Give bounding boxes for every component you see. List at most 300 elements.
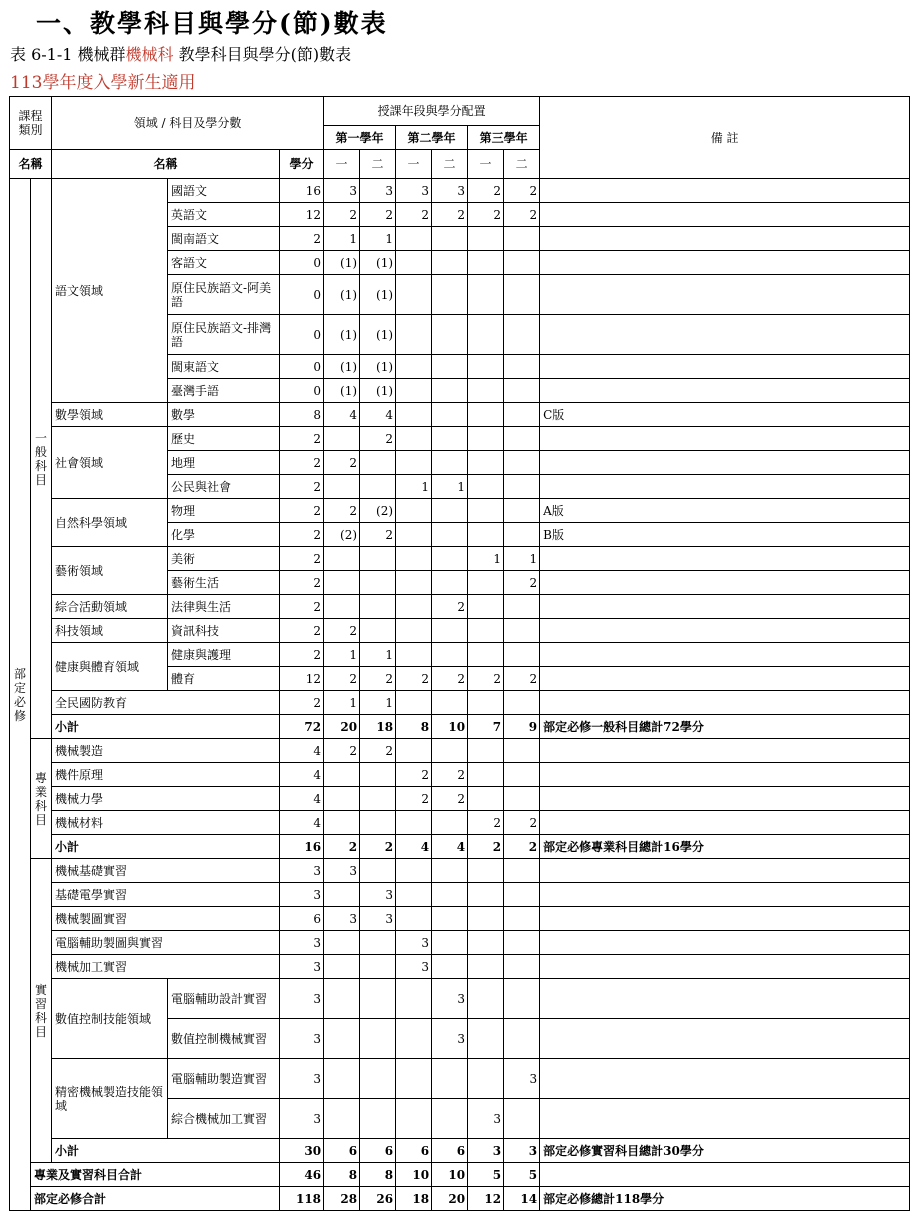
subject-cell: 藝術生活 (168, 571, 280, 595)
total-label: 部定必修合計 (31, 1187, 280, 1211)
remark-cell: A版 (540, 499, 910, 523)
header-y1-s2: 二 (360, 150, 396, 179)
table-row (10, 787, 910, 811)
semester-cell (396, 1099, 432, 1139)
table-row (10, 1139, 910, 1163)
domain-cell: 數值控制技能領域 (52, 979, 168, 1059)
domain-cell: 語文領域 (52, 179, 168, 403)
credits-cell: 4 (280, 811, 324, 835)
semester-cell: 2 (324, 619, 360, 643)
semester-cell (432, 523, 468, 547)
semester-cell (468, 1059, 504, 1099)
credits-cell: 118 (280, 1187, 324, 1211)
subject-cell: 綜合機械加工實習 (168, 1099, 280, 1139)
header-year2: 第二學年 (396, 126, 468, 150)
semester-cell: 2 (504, 811, 540, 835)
semester-cell (432, 811, 468, 835)
semester-cell (504, 355, 540, 379)
semester-cell (396, 499, 432, 523)
semester-cell (324, 427, 360, 451)
semester-cell (432, 571, 468, 595)
credits-cell: 6 (280, 907, 324, 931)
credits-cell: 3 (280, 931, 324, 955)
semester-cell (396, 251, 432, 275)
semester-cell: 2 (360, 835, 396, 859)
semester-cell (432, 227, 468, 251)
domain-cell: 綜合活動領域 (52, 595, 168, 619)
semester-cell: 3 (360, 179, 396, 203)
semester-cell: 3 (324, 859, 360, 883)
semester-cell: 1 (360, 643, 396, 667)
semester-cell (468, 251, 504, 275)
semester-cell (468, 643, 504, 667)
subject-cell: 機械製造 (52, 739, 280, 763)
semester-cell (432, 619, 468, 643)
semester-cell (468, 883, 504, 907)
table-row (10, 931, 910, 955)
header-y2-s1: 一 (396, 150, 432, 179)
credits-cell: 3 (280, 883, 324, 907)
semester-cell: 4 (360, 403, 396, 427)
semester-cell: 2 (360, 667, 396, 691)
semester-cell (468, 739, 504, 763)
semester-cell: 2 (504, 667, 540, 691)
semester-cell (396, 859, 432, 883)
semester-cell (396, 883, 432, 907)
remark-cell (540, 427, 910, 451)
semester-cell (504, 739, 540, 763)
semester-cell (504, 787, 540, 811)
semester-cell (432, 1099, 468, 1139)
semester-cell (432, 1059, 468, 1099)
semester-cell (504, 499, 540, 523)
semester-cell (504, 643, 540, 667)
cohort-note: 113學年度入學新生適用 (10, 73, 196, 93)
semester-cell (324, 475, 360, 499)
semester-cell: 1 (324, 227, 360, 251)
domain-cell: 科技領域 (52, 619, 168, 643)
semester-cell: 10 (432, 1163, 468, 1187)
table-row (10, 763, 910, 787)
subject-cell: 機械加工實習 (52, 955, 280, 979)
header-allocation: 授課年段與學分配置 (324, 97, 540, 126)
semester-cell (360, 763, 396, 787)
header-course-category: 課程類別 (10, 97, 52, 150)
credits-cell: 2 (280, 571, 324, 595)
remark-cell (540, 931, 910, 955)
credits-cell: 3 (280, 1099, 324, 1139)
header-year1: 第一學年 (324, 126, 396, 150)
semester-cell: 1 (396, 475, 432, 499)
semester-cell (432, 379, 468, 403)
semester-cell (396, 315, 432, 355)
semester-cell: 1 (432, 475, 468, 499)
semester-cell (360, 787, 396, 811)
semester-cell: 18 (396, 1187, 432, 1211)
semester-cell: 1 (468, 547, 504, 571)
header-remarks: 備 註 (540, 97, 910, 179)
semester-cell (504, 595, 540, 619)
credits-cell: 12 (280, 667, 324, 691)
subject-cell: 機械力學 (52, 787, 280, 811)
semester-cell (396, 811, 432, 835)
semester-cell (360, 979, 396, 1019)
semester-cell (504, 1019, 540, 1059)
semester-cell (432, 931, 468, 955)
semester-cell (360, 859, 396, 883)
semester-cell: 28 (324, 1187, 360, 1211)
remark-cell (540, 251, 910, 275)
remark-cell: C版 (540, 403, 910, 427)
semester-cell: 6 (396, 1139, 432, 1163)
semester-cell: 3 (432, 979, 468, 1019)
credits-cell: 30 (280, 1139, 324, 1163)
semester-cell: 2 (468, 811, 504, 835)
semester-cell (324, 1019, 360, 1059)
semester-cell (396, 595, 432, 619)
semester-cell: (1) (324, 275, 360, 315)
semester-cell (504, 427, 540, 451)
subject-cell: 臺灣手語 (168, 379, 280, 403)
credits-cell: 16 (280, 835, 324, 859)
remark-cell (540, 451, 910, 475)
subject-cell: 體育 (168, 667, 280, 691)
subject-cell: 機械材料 (52, 811, 280, 835)
table-row (10, 715, 910, 739)
semester-cell: 2 (504, 835, 540, 859)
remark-cell (540, 787, 910, 811)
header-y1-s1: 一 (324, 150, 360, 179)
semester-cell (396, 547, 432, 571)
remark-cell (540, 379, 910, 403)
subject-cell: 數值控制機械實習 (168, 1019, 280, 1059)
header-y2-s2: 二 (432, 150, 468, 179)
subject-cell: 公民與社會 (168, 475, 280, 499)
semester-cell (468, 427, 504, 451)
credits-cell: 2 (280, 475, 324, 499)
header-name2: 名稱 (52, 150, 280, 179)
subject-cell: 全民國防教育 (52, 691, 280, 715)
subject-cell: 機械製圖實習 (52, 907, 280, 931)
subtotal-label: 小計 (52, 715, 280, 739)
semester-cell: (1) (360, 355, 396, 379)
semester-cell (324, 763, 360, 787)
subject-cell: 資訊科技 (168, 619, 280, 643)
semester-cell (432, 451, 468, 475)
header-y3-s2: 二 (504, 150, 540, 179)
semester-cell (504, 619, 540, 643)
table-row (10, 595, 910, 619)
semester-cell (468, 571, 504, 595)
semester-cell (432, 643, 468, 667)
semester-cell (504, 691, 540, 715)
semester-cell: 18 (360, 715, 396, 739)
subtotal-label: 小計 (52, 835, 280, 859)
semester-cell (396, 739, 432, 763)
semester-cell (396, 571, 432, 595)
subject-cell: 閩南語文 (168, 227, 280, 251)
remark-cell (540, 595, 910, 619)
table-row (10, 499, 910, 523)
semester-cell: (1) (324, 251, 360, 275)
table-row (10, 1163, 910, 1187)
table-row (10, 619, 910, 643)
credits-cell: 2 (280, 691, 324, 715)
domain-cell: 社會領域 (52, 427, 168, 499)
subject-cell: 化學 (168, 523, 280, 547)
semester-cell: 10 (396, 1163, 432, 1187)
semester-cell (324, 571, 360, 595)
semester-cell: 3 (504, 1139, 540, 1163)
semester-cell (468, 691, 504, 715)
credits-cell: 2 (280, 643, 324, 667)
domain-cell: 自然科學領域 (52, 499, 168, 547)
subject-cell: 閩東語文 (168, 355, 280, 379)
credits-cell: 2 (280, 523, 324, 547)
domain-cell: 精密機械製造技能領域 (52, 1059, 168, 1139)
subject-cell: 機件原理 (52, 763, 280, 787)
semester-cell: 10 (432, 715, 468, 739)
subject-cell: 電腦輔助製圖與實習 (52, 931, 280, 955)
credits-cell: 2 (280, 499, 324, 523)
semester-cell (360, 619, 396, 643)
semester-cell: 2 (360, 523, 396, 547)
semester-cell: (1) (360, 379, 396, 403)
table-row (10, 859, 910, 883)
semester-cell: 2 (432, 595, 468, 619)
semester-cell (324, 811, 360, 835)
semester-cell: 1 (360, 227, 396, 251)
semester-cell: 3 (468, 1139, 504, 1163)
credits-cell: 2 (280, 547, 324, 571)
credits-cell: 3 (280, 979, 324, 1019)
semester-cell: 2 (396, 203, 432, 227)
semester-cell: 2 (324, 667, 360, 691)
semester-cell (324, 931, 360, 955)
table-row (10, 835, 910, 859)
remark-cell (540, 691, 910, 715)
semester-cell (432, 883, 468, 907)
header-y3-s1: 一 (468, 150, 504, 179)
subject-cell: 基礎電學實習 (52, 883, 280, 907)
semester-cell: 3 (432, 179, 468, 203)
table-row (10, 955, 910, 979)
semester-cell: 4 (324, 403, 360, 427)
credits-cell: 0 (280, 379, 324, 403)
semester-cell (432, 859, 468, 883)
credits-cell: 3 (280, 1019, 324, 1059)
subject-cell: 原住民族語文-阿美語 (168, 275, 280, 315)
remark-cell (540, 475, 910, 499)
remark-cell (540, 763, 910, 787)
remark-cell (540, 907, 910, 931)
credits-cell: 46 (280, 1163, 324, 1187)
semester-cell: 2 (396, 667, 432, 691)
table-row (10, 427, 910, 451)
semester-cell (360, 1019, 396, 1059)
remark-cell (540, 203, 910, 227)
semester-cell: 2 (396, 787, 432, 811)
semester-cell (504, 227, 540, 251)
credits-cell: 4 (280, 763, 324, 787)
semester-cell: 5 (468, 1163, 504, 1187)
remark-cell: 部定必修實習科目總計30學分 (540, 1139, 910, 1163)
semester-cell (468, 499, 504, 523)
semester-cell: 3 (432, 1019, 468, 1059)
subject-cell: 英語文 (168, 203, 280, 227)
semester-cell: 3 (324, 179, 360, 203)
semester-cell (468, 931, 504, 955)
remark-cell (540, 955, 910, 979)
semester-cell: 20 (432, 1187, 468, 1211)
semester-cell: 3 (360, 907, 396, 931)
semester-cell (504, 907, 540, 931)
credits-cell: 72 (280, 715, 324, 739)
semester-cell: 4 (396, 835, 432, 859)
semester-cell: 2 (324, 203, 360, 227)
semester-cell (396, 1059, 432, 1099)
semester-cell: 3 (396, 955, 432, 979)
semester-cell (468, 523, 504, 547)
semester-cell (396, 227, 432, 251)
category-professional: 專 業 科 目 (31, 739, 52, 859)
category-general: 一 般 科 目 (31, 179, 52, 739)
semester-cell (504, 475, 540, 499)
semester-cell (468, 619, 504, 643)
semester-cell (396, 403, 432, 427)
semester-cell (360, 1099, 396, 1139)
table-row (10, 907, 910, 931)
header-domain-subject: 領域 / 科目及學分數 (52, 97, 324, 150)
subject-cell: 物理 (168, 499, 280, 523)
remark-cell (540, 979, 910, 1019)
semester-cell: 3 (468, 1099, 504, 1139)
subject-cell: 國語文 (168, 179, 280, 203)
semester-cell (432, 955, 468, 979)
credits-cell: 2 (280, 595, 324, 619)
remark-cell (540, 643, 910, 667)
semester-cell: 3 (396, 931, 432, 955)
semester-cell (360, 1059, 396, 1099)
semester-cell: (1) (324, 355, 360, 379)
semester-cell (468, 275, 504, 315)
category-required: 部 定 必 修 (10, 179, 31, 1211)
semester-cell: 14 (504, 1187, 540, 1211)
credits-cell: 4 (280, 739, 324, 763)
semester-cell: 2 (432, 787, 468, 811)
subject-cell: 客語文 (168, 251, 280, 275)
semester-cell (468, 955, 504, 979)
domain-cell: 健康與體育領域 (52, 643, 168, 691)
semester-cell (468, 403, 504, 427)
semester-cell (468, 859, 504, 883)
semester-cell (504, 883, 540, 907)
table-row (10, 739, 910, 763)
semester-cell: 2 (468, 203, 504, 227)
remark-cell (540, 1019, 910, 1059)
semester-cell (432, 355, 468, 379)
semester-cell (360, 811, 396, 835)
semester-cell: 6 (360, 1139, 396, 1163)
semester-cell: 3 (504, 1059, 540, 1099)
semester-cell: 2 (432, 203, 468, 227)
semester-cell: 2 (360, 427, 396, 451)
semester-cell: 1 (324, 691, 360, 715)
semester-cell: 9 (504, 715, 540, 739)
semester-cell (324, 787, 360, 811)
semester-cell (432, 275, 468, 315)
semester-cell: 7 (468, 715, 504, 739)
remark-cell (540, 355, 910, 379)
semester-cell (360, 451, 396, 475)
semester-cell (396, 355, 432, 379)
remark-cell (540, 883, 910, 907)
semester-cell (468, 315, 504, 355)
subject-cell: 歷史 (168, 427, 280, 451)
semester-cell (396, 523, 432, 547)
semester-cell (324, 595, 360, 619)
semester-cell (432, 547, 468, 571)
credits-cell: 0 (280, 315, 324, 355)
semester-cell: 1 (360, 691, 396, 715)
semester-cell: (1) (360, 251, 396, 275)
remark-cell (540, 571, 910, 595)
semester-cell (468, 787, 504, 811)
subject-cell: 法律與生活 (168, 595, 280, 619)
semester-cell: 2 (324, 739, 360, 763)
semester-cell (468, 355, 504, 379)
subject-cell: 機械基礎實習 (52, 859, 280, 883)
table-row (10, 1059, 910, 1099)
semester-cell: 2 (360, 203, 396, 227)
semester-cell (504, 859, 540, 883)
credits-cell: 8 (280, 403, 324, 427)
semester-cell (396, 427, 432, 451)
subject-cell: 電腦輔助製造實習 (168, 1059, 280, 1099)
semester-cell (468, 595, 504, 619)
credits-cell: 0 (280, 251, 324, 275)
semester-cell (504, 979, 540, 1019)
semester-cell (360, 547, 396, 571)
semester-cell: 3 (396, 179, 432, 203)
table-row (10, 883, 910, 907)
remark-cell (540, 859, 910, 883)
semester-cell (324, 1099, 360, 1139)
subject-cell: 數學 (168, 403, 280, 427)
semester-cell (468, 379, 504, 403)
credits-cell: 3 (280, 859, 324, 883)
subject-cell: 地理 (168, 451, 280, 475)
caption-department: 機械科 (125, 45, 174, 64)
credits-cell: 12 (280, 203, 324, 227)
total-label: 專業及實習科目合計 (31, 1163, 280, 1187)
semester-cell: 1 (324, 643, 360, 667)
semester-cell: 3 (324, 907, 360, 931)
semester-cell (324, 883, 360, 907)
table-caption (10, 42, 351, 65)
semester-cell: (1) (360, 275, 396, 315)
semester-cell (504, 275, 540, 315)
credits-cell: 3 (280, 1059, 324, 1099)
semester-cell: 2 (324, 499, 360, 523)
semester-cell (504, 1099, 540, 1139)
semester-cell (396, 907, 432, 931)
semester-cell (504, 931, 540, 955)
semester-cell (504, 451, 540, 475)
semester-cell: 2 (504, 203, 540, 227)
semester-cell (504, 251, 540, 275)
semester-cell: 1 (504, 547, 540, 571)
